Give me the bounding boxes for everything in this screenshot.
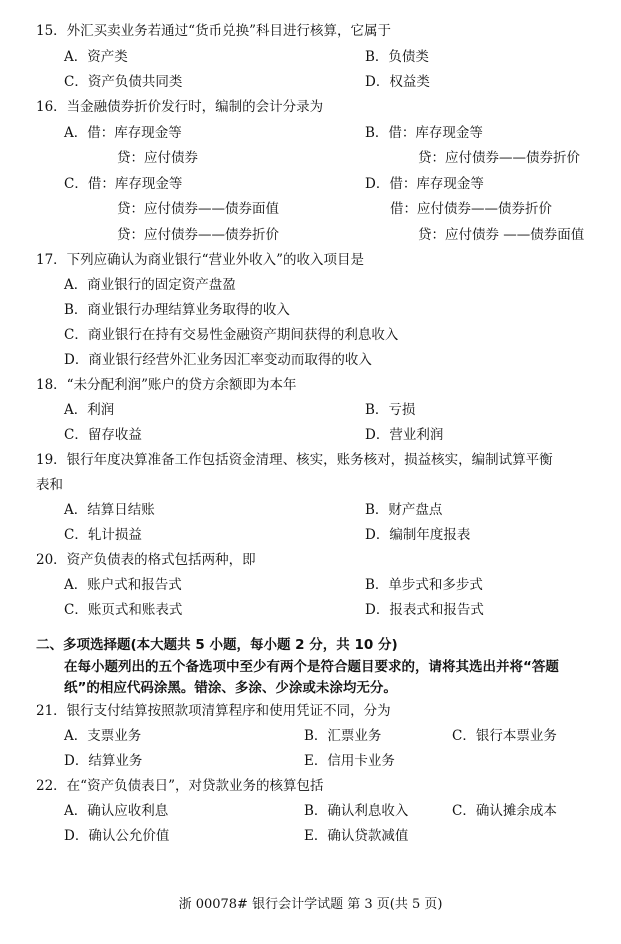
question-15-option-c: C．资产负债共同类 <box>64 74 183 90</box>
question-19-stem-line1: 19．银行年度决算准备工作包括资金清理、核实，账务核对，损益核实，编制试算平衡 <box>36 452 553 468</box>
section-2-title: 二、多项选择题(本大题共 5 小题，每小题 2 分，共 10 分) <box>36 637 398 653</box>
question-20-stem: 20．资产负债表的格式包括两种，即 <box>36 552 256 568</box>
question-17-option-b: B．商业银行办理结算业务取得的收入 <box>64 302 290 318</box>
question-20-option-a: A．账户式和报告式 <box>64 577 182 593</box>
question-22-stem: 22．在“资产负债表日”，对贷款业务的核算包括 <box>36 778 324 794</box>
question-16-option-a-line2: 贷：应付债券 <box>117 150 198 166</box>
page-footer: 浙 00078# 银行会计学试题 第 3 页(共 5 页) <box>178 897 443 912</box>
question-16-option-c-line2: 贷：应付债券——债券面值 <box>117 201 279 217</box>
question-21-option-a: A．支票业务 <box>64 728 142 744</box>
question-19-option-c: C．轧计损益 <box>64 527 142 543</box>
question-16-option-b-line2: 贷：应付债券——债券折价 <box>418 150 580 166</box>
question-16-option-b-line1: B．借：库存现金等 <box>365 125 483 141</box>
question-21-option-e: E．信用卡业务 <box>304 753 395 769</box>
question-16-option-d-line3: 贷：应付债券 ——债券面值 <box>418 227 585 243</box>
question-19-stem-line2: 表和 <box>36 477 63 493</box>
question-18-option-a: A．利润 <box>64 402 115 418</box>
question-18-option-c: C．留存收益 <box>64 427 142 443</box>
question-18-option-b: B．亏损 <box>365 402 416 418</box>
section-2-instructions-line2: 纸”的相应代码涂黑。错涂、多涂、少涂或未涂均无分。 <box>64 680 397 696</box>
question-22-option-d: D．确认公允价值 <box>64 828 170 844</box>
question-15-option-a: A．资产类 <box>64 49 128 65</box>
question-20-option-d: D．报表式和报告式 <box>365 602 484 618</box>
question-15-stem: 15．外汇买卖业务若通过“货币兑换”科目进行核算，它属于 <box>36 23 391 39</box>
question-16-stem: 16．当金融债券折价发行时，编制的会计分录为 <box>36 99 324 115</box>
question-21-option-c: C．银行本票业务 <box>452 728 557 744</box>
question-17-option-a: A．商业银行的固定资产盘盈 <box>64 277 236 293</box>
question-19-option-b: B．财产盘点 <box>365 502 443 518</box>
question-21-option-b: B．汇票业务 <box>304 728 382 744</box>
question-17-stem: 17．下列应确认为商业银行“营业外收入”的收入项目是 <box>36 252 364 268</box>
section-2-instructions-line1: 在每小题列出的五个备选项中至少有两个是符合题目要求的，请将其选出并将“答题 <box>64 659 559 675</box>
question-16-option-c-line3: 贷：应付债券——债券折价 <box>117 227 279 243</box>
question-20-option-c: C．账页式和账表式 <box>64 602 183 618</box>
question-22-option-a: A．确认应收利息 <box>64 803 169 819</box>
question-19-option-d: D．编制年度报表 <box>365 527 471 543</box>
question-16-option-d-line1: D．借：库存现金等 <box>365 176 484 192</box>
question-21-stem: 21．银行支付结算按照款项清算程序和使用凭证不同，分为 <box>36 703 391 719</box>
question-18-stem: 18．“未分配利润”账户的贷方余额即为本年 <box>36 377 297 393</box>
question-20-option-b: B．单步式和多步式 <box>365 577 483 593</box>
question-17-option-c: C．商业银行在持有交易性金融资产期间获得的利息收入 <box>64 327 399 343</box>
question-18-option-d: D．营业利润 <box>365 427 444 443</box>
question-21-option-d: D．结算业务 <box>64 753 143 769</box>
question-15-option-d: D．权益类 <box>365 74 430 90</box>
question-22-option-b: B．确认利息收入 <box>304 803 409 819</box>
question-16-option-a-line1: A．借：库存现金等 <box>64 125 182 141</box>
question-17-option-d: D．商业银行经营外汇业务因汇率变动而取得的收入 <box>64 352 372 368</box>
question-19-option-a: A．结算日结账 <box>64 502 155 518</box>
question-22-option-e: E．确认贷款减值 <box>304 828 409 844</box>
question-16-option-c-line1: C．借：库存现金等 <box>64 176 183 192</box>
question-16-option-d-line2: 借：应付债券——债券折价 <box>390 201 552 217</box>
question-22-option-c: C．确认摊余成本 <box>452 803 557 819</box>
question-15-option-b: B．负债类 <box>365 49 429 65</box>
